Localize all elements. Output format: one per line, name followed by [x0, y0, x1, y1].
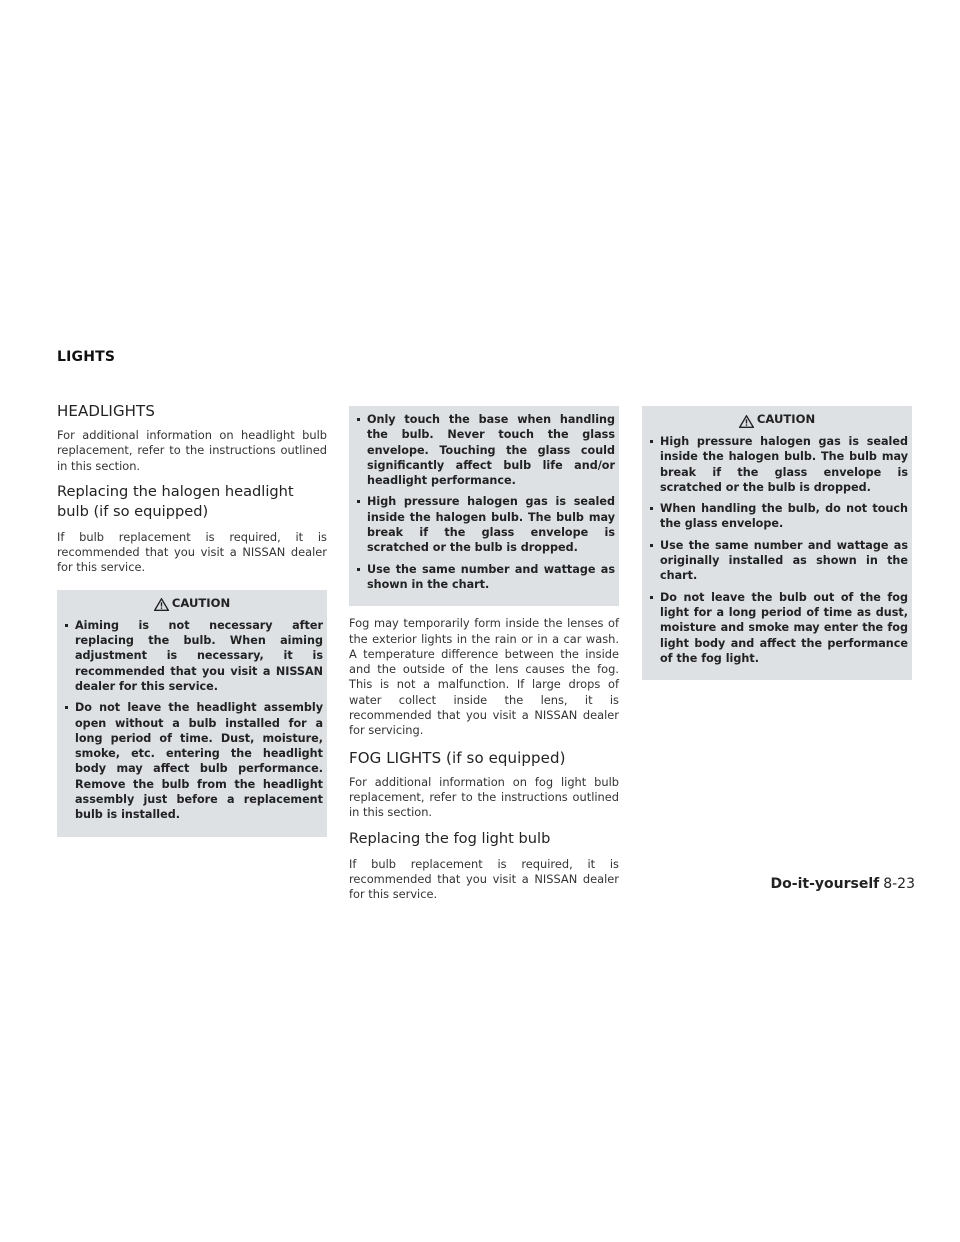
caution-list [646, 434, 908, 666]
caution-box-continued [349, 406, 619, 606]
caution-item: Use the same number and wattage as originally installed as shown in the chart. [646, 538, 908, 584]
replace-halogen-heading: Replacing the halogen headlight bulb (if so equipped) [57, 482, 294, 520]
column-1 [57, 402, 327, 847]
fog-lights-heading: FOG LIGHTS (if so equipped) [349, 748, 566, 767]
caution-box-fog [642, 406, 912, 680]
warning-triangle-icon [739, 413, 754, 426]
caution-item: Aiming is not necessary after replacing the bulb. When aiming adjustment is necessary, it is recommended that you visit a NISSAN dealer for this service. [61, 618, 323, 694]
replace-fog-heading: Replacing the fog light bulb [349, 829, 551, 847]
caution-item: Only touch the base when handling the bulb. Never touch the glass envelope. Touching the glass could significantly affect bulb life and/or headlight performance. [353, 412, 615, 488]
caution-item: Do not leave the bulb out of the fog light for a long period of time as dust, moisture and smoke may enter the fog light body and affect the performance of the fog light. [646, 590, 908, 666]
caution-title: CAUTION [756, 412, 816, 426]
caution-item: Do not leave the headlight assembly open without a bulb installed for a long period of time. Dust, moisture, smoke, etc. entering the headlight body may affect bulb performance. Remove the bulb from the headlight assembly just before a replacement bulb is installed. [61, 700, 323, 822]
caution-list [353, 412, 615, 592]
caution-item: High pressure halogen gas is sealed inside the halogen bulb. The bulb may break if the glass envelope is scratched or the bulb is dropped. [353, 494, 615, 555]
caution-box-headlight [57, 590, 327, 837]
chapter-name: Do-it-yourself [770, 876, 880, 892]
page-number: 8-23 [883, 876, 915, 892]
page-footer [771, 876, 915, 892]
headlights-heading: HEADLIGHTS [57, 402, 155, 420]
headlights-intro: For additional information on headlight bulb replacement, refer to the instructions outlined in this section. [57, 428, 327, 473]
fog-lights-intro: For additional information on fog light bulb replacement, refer to the instructions outlined in this section. [349, 774, 619, 820]
replace-fog-text: If bulb replacement is required, it is recommended that you visit a NISSAN dealer for this service. [349, 856, 619, 902]
caution-item: High pressure halogen gas is sealed inside the halogen bulb. The bulb may break if the glass envelope is scratched or the bulb is dropped. [646, 434, 908, 495]
fog-condensation-text: Fog may temporarily form inside the lenses of the exterior lights in the rain or in a car wash. A temperature difference between the inside and the outside of the lens causes the fog. This is not a malfunction. If large drops of water collect inside the lens, it is recommended that you visit a NISSAN dealer for servicing. [349, 616, 619, 738]
caution-header [646, 406, 908, 434]
caution-item: When handling the bulb, do not touch the glass envelope. [646, 501, 908, 532]
section-header: LIGHTS [57, 349, 116, 365]
replace-halogen-text: If bulb replacement is required, it is recommended that you visit a NISSAN dealer for this service. [57, 529, 327, 575]
caution-list [61, 618, 323, 823]
caution-item: Use the same number and wattage as shown in the chart. [353, 562, 615, 593]
column-2 [349, 402, 619, 908]
caution-title: CAUTION [171, 595, 231, 610]
warning-triangle-icon [154, 596, 169, 609]
caution-header [61, 590, 323, 618]
column-3 [642, 402, 912, 690]
